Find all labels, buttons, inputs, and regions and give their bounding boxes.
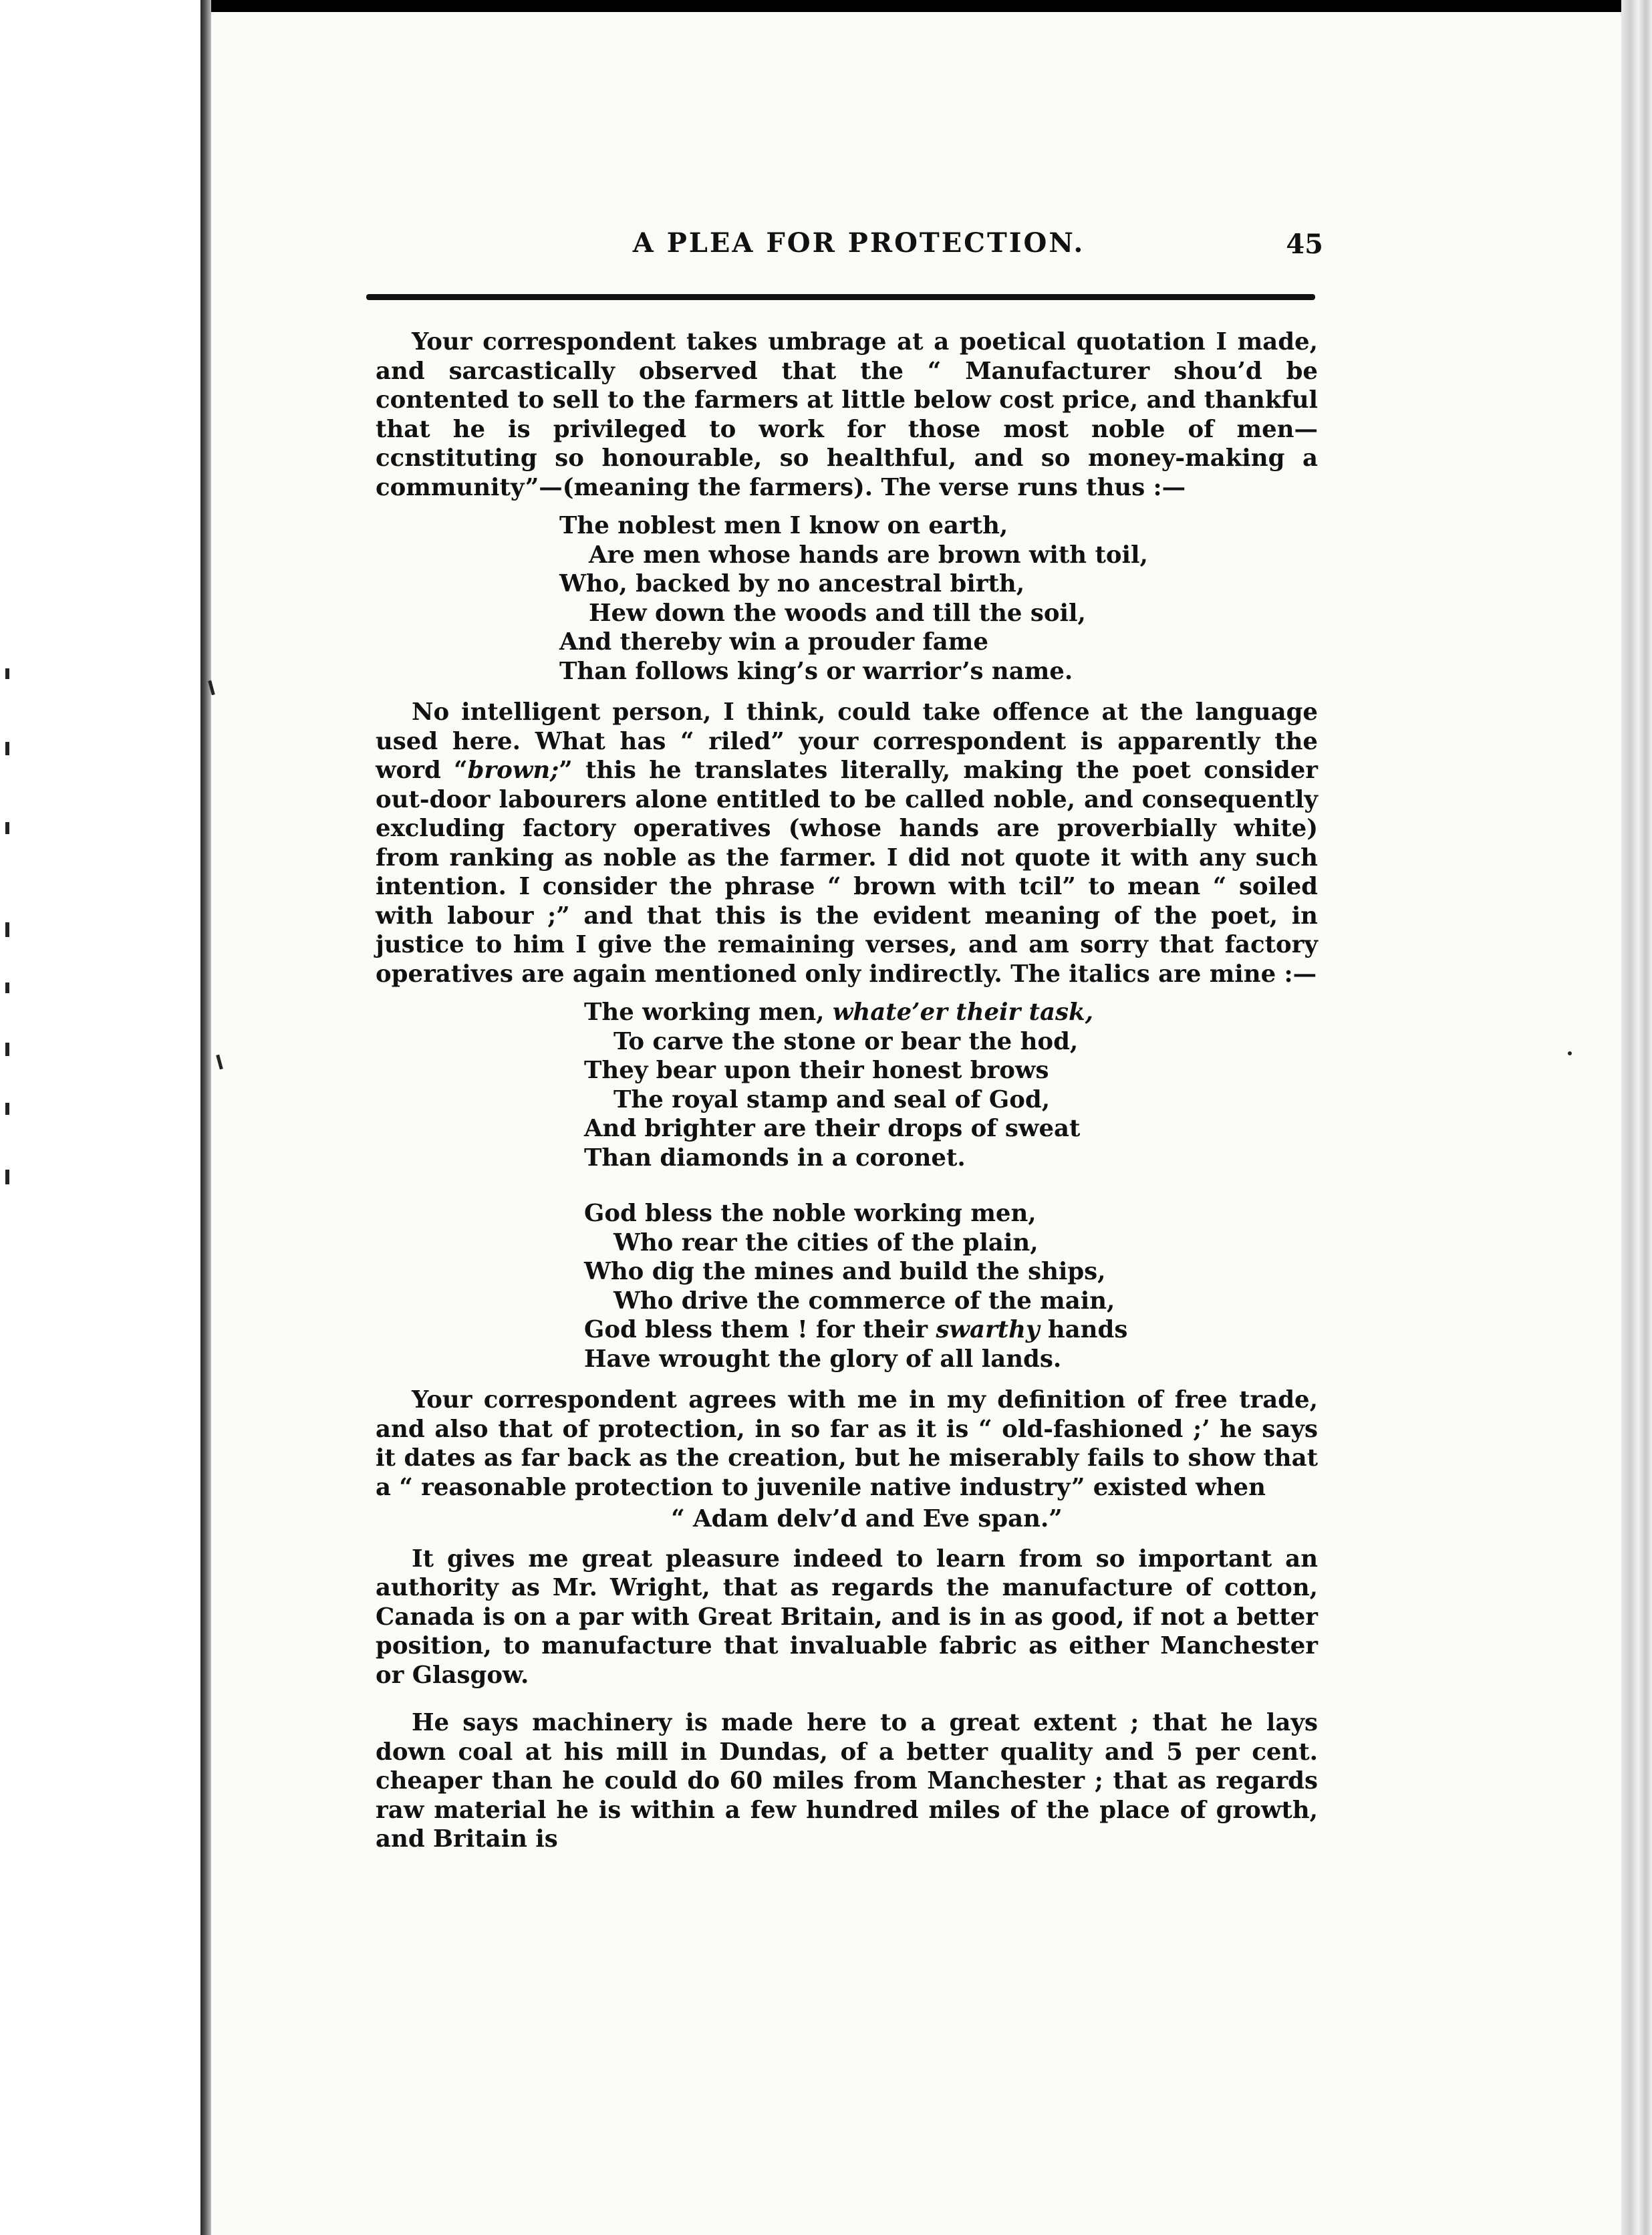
stray-mark [216,1055,223,1070]
verse-line: Who dig the mines and build the ships, [584,1258,1106,1285]
stray-mark [1568,1051,1572,1055]
running-head [374,227,1323,267]
verse-line: Have wrought the glory of all lands. [584,1345,1062,1373]
facing-page-margin [0,0,200,2235]
running-title: A PLEA FOR PROTECTION. [632,227,1085,259]
paragraph-3: Your correspondent agrees with me in my definition of free trade, and also that of protection, in so far as it is “ old-fashioned ;’ he says it dates as far back as the creation, but he miserably fails to show that a “ reasonable protection to juvenile native industry” existed when [376,1386,1318,1501]
verse-line: They bear upon their honest brows [584,1057,1049,1084]
verse-line: The noblest men I know on earth, [559,512,1008,539]
paragraph-1: Your correspondent takes umbrage at a poetical quotation I made, and sarcastically observed that the “ Manufacturer shou’d be contented to sell to the farmers at little below cost price, and thankful that he is privileged to work for those most noble of men—ccnstituting so honourable, so healthful, and so money-making a community”—(meaning the farmers). The verse runs thus :— [376,328,1318,501]
quotation-line: “ Adam delv’d and Eve span.” [671,1505,1063,1533]
margin-mark [5,982,9,993]
verse-line [584,998,1318,1027]
verse-line: God bless the noble working men, [584,1200,1037,1227]
verse-line: Than follows king’s or warrior’s name. [559,657,1073,685]
verse-line: Who, backed by no ancestral birth, [559,570,1025,598]
verse-line-text: God bless them ! for their [584,1316,936,1343]
verse-line: The royal stamp and seal of God, [613,1085,1051,1113]
verse-line: Are men whose hands are brown with toil, [589,541,1148,569]
verse-line [584,1315,1318,1345]
italic-word-brown: brown; [467,757,559,784]
margin-mark [5,1103,9,1115]
paragraph-4: It gives me great pleasure indeed to learn from so important an authority as Mr. Wright, that as regards the manufacture of cotton, Canada is on a par with Great Britain, and is in as good, if not a better position, to manufacture that invaluable fabric as either Manchester or Glasgow. [376,1545,1318,1689]
verse-italic-text: swarthy [936,1316,1040,1343]
verse-line: Hew down the woods and till the soil, [589,599,1086,627]
margin-mark [5,1170,9,1184]
margin-mark [5,922,9,937]
margin-mark [5,1043,9,1056]
verse-2 [376,998,1318,1373]
margin-mark [5,822,9,834]
paragraph-2-text-b: ” this he translates literally, making the poet consider out-door labourers alone entitled to be called noble, and consequently excluding factory operatives (whose hands are proverbially white) from ranking as noble as the farmer. I did not quote it with any such intention. I consider the phrase “ brown with tcil” to mean “ soiled with labour ;” and that this is the evident meaning of the poet, in justice to him I give the remaining verses, and am sorry that factory operatives are again mentioned only indirectly. The italics are mine :— [376,757,1318,988]
verse-line: Than diamonds in a coronet. [584,1144,966,1172]
book-gutter [200,0,211,2235]
verse-line: And thereby win a prouder fame [559,628,988,656]
page-number: 45 [1286,229,1323,260]
verse-line: And brighter are their drops of sweat [584,1115,1081,1142]
verse-1 [376,511,1318,686]
header-rule [366,294,1315,300]
verse-line: Who rear the cities of the plain, [613,1228,1039,1257]
body-text [376,327,1318,1854]
verse-italic-text: whate’er their task, [832,999,1093,1026]
page-edge [1621,0,1652,2235]
verse-line-text: hands [1039,1316,1128,1343]
stanza-gap [584,1172,1318,1199]
paragraph-5: He says machinery is made here to a great extent ; that he lays down coal at his mill in Dundas, of a better quality and 5 per cent. cheaper than he could do 60 miles from Manchester ; that as regards raw material he is within a few hundred miles of the place of growth, and Britain is [376,1709,1318,1853]
verse-line-text: The working men, [584,999,833,1026]
verse-line: To carve the stone or bear the hod, [613,1027,1079,1055]
margin-mark [5,668,9,679]
margin-mark [5,742,9,755]
paragraph-2-text-a: No intelligent person, I think, could take offence at the language used here. What has “ riled” your correspondent is apparently the word “ [376,698,1318,784]
paragraph-2 [376,698,1318,989]
verse-line: Who drive the commerce of the main, [613,1287,1115,1315]
